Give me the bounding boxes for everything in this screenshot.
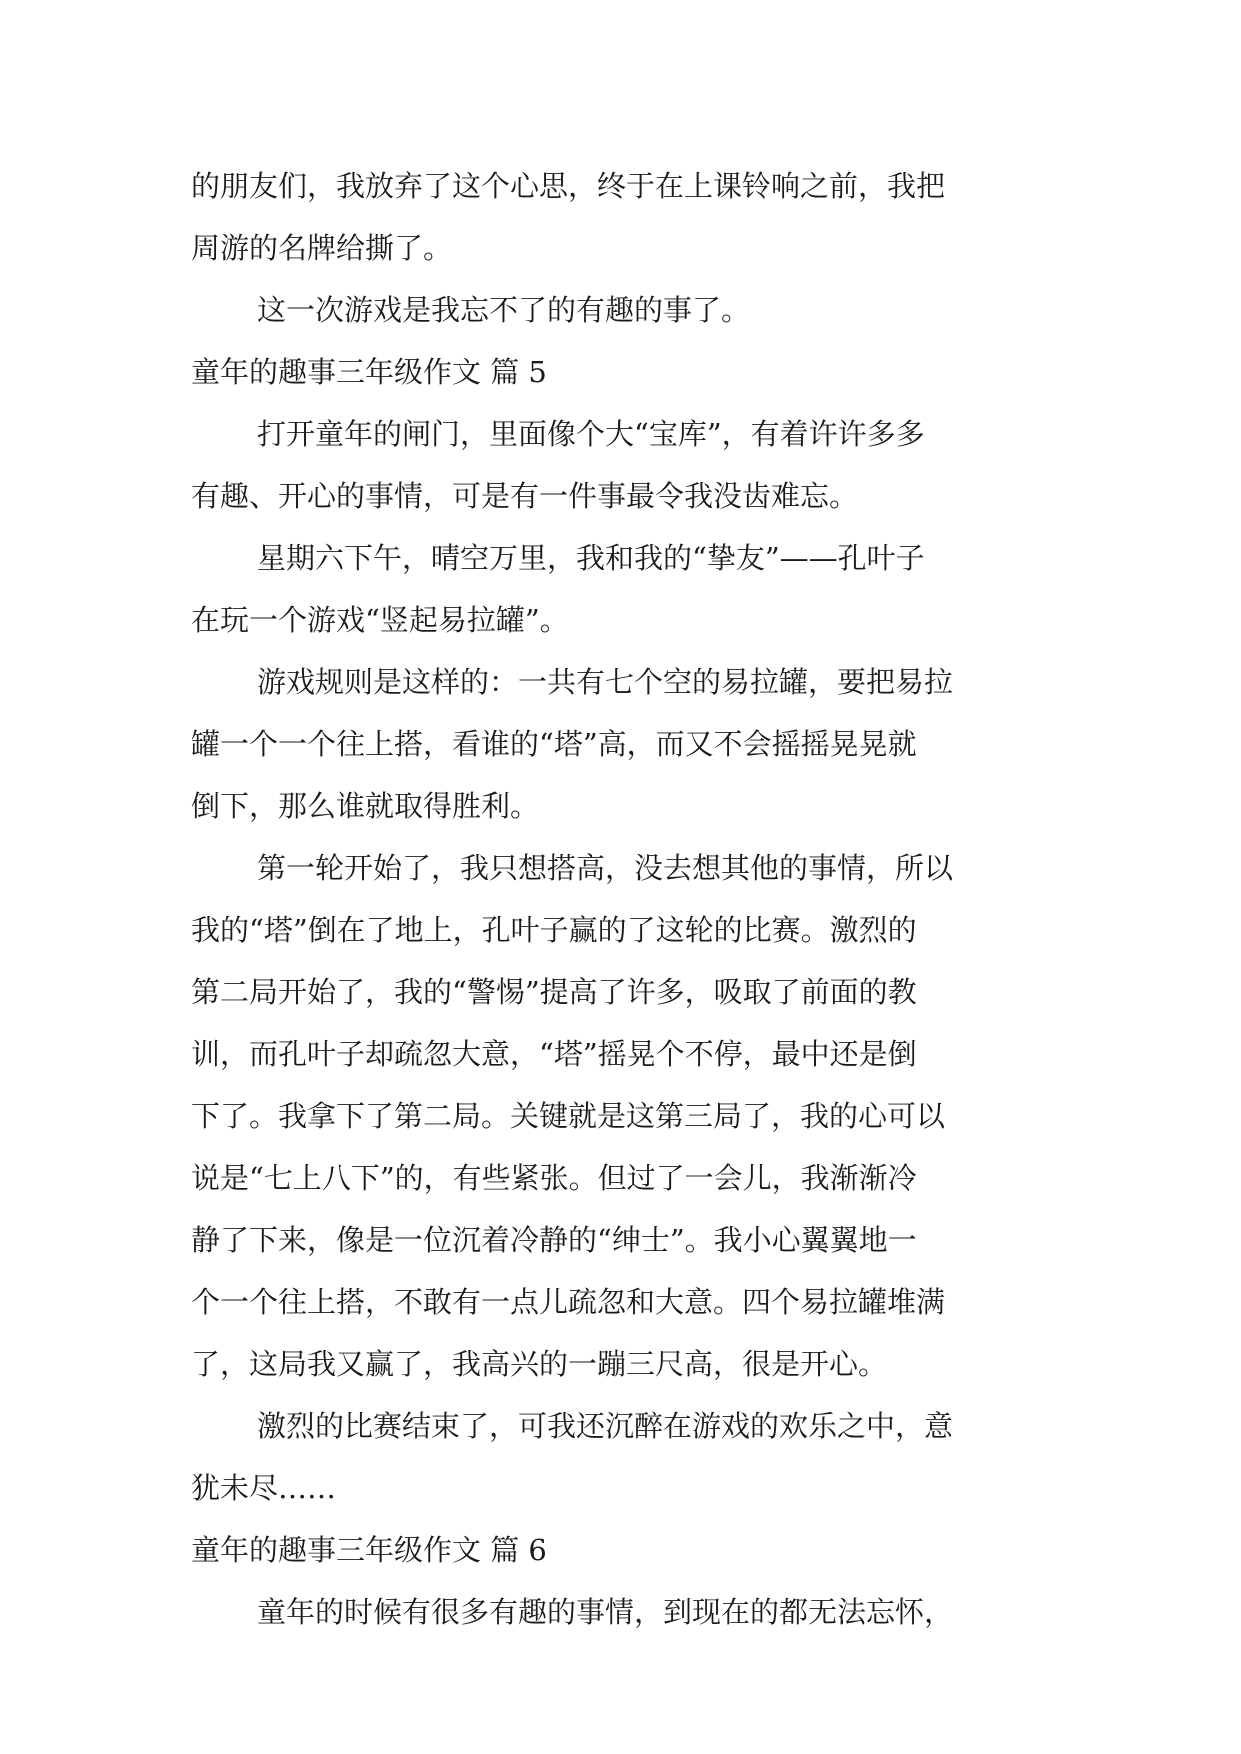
- paragraph-line: 说是“七上八下”的，有些紧张。但过了一会儿，我渐渐冷: [191, 1161, 917, 1195]
- paragraph-line: 有趣、开心的事情，可是有一件事最令我没齿难忘。: [191, 479, 859, 513]
- paragraph-line: 激烈的比赛结束了，可我还沉醉在游戏的欢乐之中，意: [257, 1409, 954, 1443]
- paragraph-line: 打开童年的闸门，里面像个大“宝库”，有着许许多多: [257, 417, 925, 451]
- paragraph-line: 第二局开始了，我的“警惕”提高了许多，吸取了前面的教: [191, 975, 917, 1009]
- paragraph-line: 这一次游戏是我忘不了的有趣的事了。: [257, 293, 751, 327]
- paragraph-line: 童年的时候有很多有趣的事情，到现在的都无法忘怀，: [257, 1595, 954, 1629]
- section-heading: 童年的趣事三年级作文 篇 6: [191, 1533, 547, 1567]
- paragraph-line: 周游的名牌给撕了。: [191, 231, 453, 265]
- paragraph-line: 训，而孔叶子却疏忽大意，“塔”摇晃个不停，最中还是倒: [191, 1037, 917, 1071]
- paragraph-line: 在玩一个游戏“竖起易拉罐”。: [191, 603, 569, 637]
- paragraph-line: 下了。我拿下了第二局。关键就是这第三局了，我的心可以: [191, 1099, 946, 1133]
- section-heading: 童年的趣事三年级作文 篇 5: [191, 355, 547, 389]
- paragraph-line: 游戏规则是这样的：一共有七个空的易拉罐，要把易拉: [257, 665, 954, 699]
- paragraph-line: 倒下，那么谁就取得胜利。: [191, 789, 540, 823]
- paragraph-line: 罐一个一个往上搭，看谁的“塔”高，而又不会摇摇晃晃就: [191, 727, 917, 761]
- paragraph-line: 犹未尽……: [191, 1471, 337, 1505]
- paragraph-line: 第一轮开始了，我只想搭高，没去想其他的事情，所以: [257, 851, 954, 885]
- paragraph-line: 了，这局我又赢了，我高兴的一蹦三尺高，很是开心。: [191, 1347, 888, 1381]
- paragraph-line: 个一个往上搭，不敢有一点儿疏忽和大意。四个易拉罐堆满: [191, 1285, 946, 1319]
- paragraph-line: 的朋友们，我放弃了这个心思，终于在上课铃响之前，我把: [191, 169, 946, 203]
- paragraph-line: 静了下来，像是一位沉着冷静的“绅士”。我小心翼翼地一: [191, 1223, 917, 1257]
- paragraph-line: 我的“塔”倒在了地上，孔叶子赢的了这轮的比赛。激烈的: [191, 913, 917, 947]
- document-body: [191, 155, 1061, 1643]
- paragraph-line: 星期六下午，晴空万里，我和我的“挚友”——孔叶子: [257, 541, 925, 575]
